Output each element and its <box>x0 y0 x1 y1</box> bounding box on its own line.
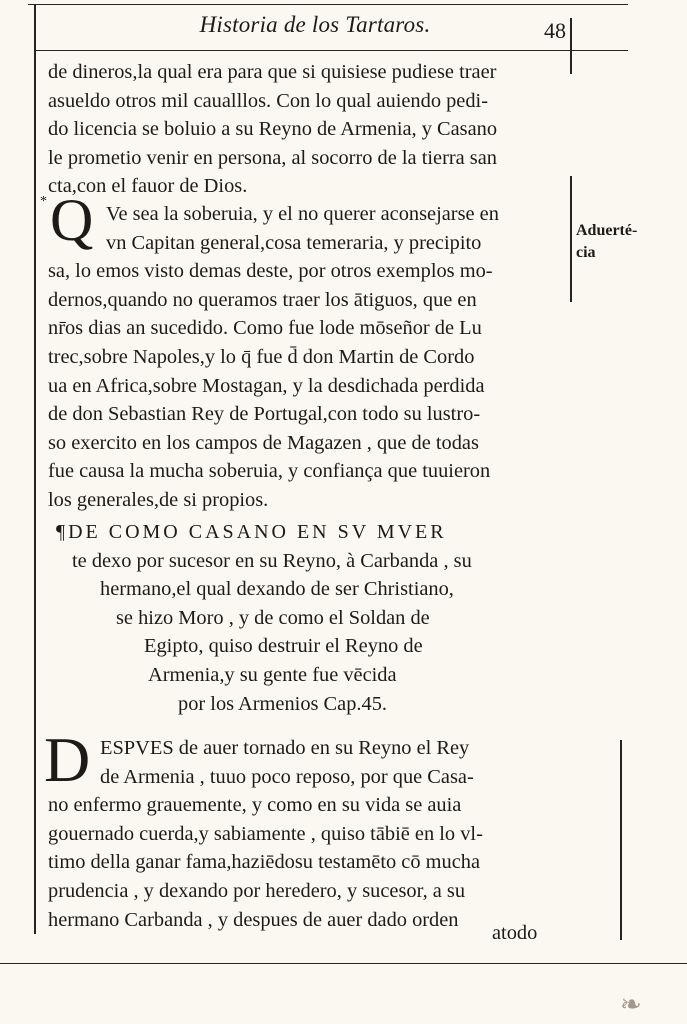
chapter-heading-line: te dexo por sucesor en su Reyno, à Carbanda , su <box>72 549 472 572</box>
text-line: gouernado cuerda,y sabiamente , quiso tābiē en lo vl- <box>48 822 483 845</box>
chapter-heading-line: se hizo Moro , y de como el Soldan de <box>116 606 430 629</box>
margin-note <box>576 220 656 264</box>
left-frame-line <box>34 4 36 934</box>
bottom-rule <box>0 963 687 964</box>
text-line: fue causa la mucha soberuia, y confiança que tuuieron <box>48 460 491 483</box>
running-title: Historia de los Tartaros. <box>199 12 431 37</box>
paragraph-2 <box>48 200 568 515</box>
chapter-heading-line: hermano,el qual dexando de ser Christiano, <box>100 578 454 601</box>
ink-smudge: ❧ <box>620 990 642 1019</box>
paragraph-1 <box>48 58 568 201</box>
page-number: 48 <box>544 18 566 43</box>
chapter-heading-line: Egipto, quiso destruir el Reyno de <box>144 635 423 658</box>
catchword: atodo <box>492 922 538 944</box>
text-line: le prometio venir en persona, al socorro de la tierra san <box>48 146 497 169</box>
drop-cap-q: Q <box>50 187 94 253</box>
text-line: so exercito en los campos de Magazen , que de todas <box>48 431 479 454</box>
drop-cap-d: D <box>44 724 91 795</box>
top-rule <box>28 4 628 5</box>
text-line: vn Capitan general,cosa temeraria, y precipito <box>106 231 482 254</box>
text-line: ua en Africa,sobre Mostagan, y la desdichada perdida <box>48 374 485 397</box>
text-line: Ve sea la soberuia, y el no querer aconsejarse en <box>106 203 499 225</box>
margin-note-line: cia <box>576 244 596 261</box>
text-line: do licencia se boluio a su Reyno de Armenia, y Casano <box>48 118 498 141</box>
text-line: trec,sobre Napoles,y lo q̄ fue d̄ don Martin de Cordo <box>48 345 475 368</box>
chapter-heading-line: ¶DE COMO CASANO EN SV MVER <box>56 521 447 543</box>
text-line: nr̄os dias an sucedido. Como fue lode mōseñor de Lu <box>48 317 482 340</box>
text-line: sa, lo emos visto demas deste, por otros exemplos mo- <box>48 260 493 283</box>
text-line: de don Sebastian Rey de Portugal,con todo su lustro- <box>48 403 481 426</box>
right-frame-line-2 <box>570 176 572 302</box>
text-line: de dineros,la qual era para que si quisiese pudiese traer <box>48 61 497 83</box>
text-line: dernos,quando no queramos traer los ātiguos, que en <box>48 288 477 311</box>
chapter-heading <box>48 518 568 718</box>
text-line: ESPVES de auer tornado en su Reyno el Rey <box>100 737 470 759</box>
chapter-heading-line: por los Armenios Cap.45. <box>178 692 387 715</box>
right-frame-line-3 <box>620 740 622 940</box>
asterisk-mark: * <box>40 194 47 209</box>
text-line: timo della ganar fama,haziēdosu testamēto cō mucha <box>48 851 480 874</box>
chapter-heading-line: Armenia,y su gente fue vēcida <box>148 663 397 686</box>
margin-note-line: Aduerté- <box>576 222 638 239</box>
paragraph-3 <box>48 734 568 934</box>
text-line: los generales,de si propios. <box>48 488 269 511</box>
text-line: hermano Carbanda , y despues de auer dado orden <box>48 908 459 931</box>
right-frame-line <box>570 18 572 74</box>
text-line: no enfermo grauemente, y como en su vida se auia <box>48 794 462 817</box>
text-line: prudencia , y dexando por heredero, y sucesor, a su <box>48 879 466 902</box>
text-line: asueldo otros mil caualllos. Con lo qual auiendo pedi- <box>48 89 489 112</box>
text-line: de Armenia , tuuo poco reposo, por que Casa- <box>100 765 474 788</box>
header-rule <box>34 50 628 51</box>
text-line: cta,con el fauor de Dios. <box>48 175 248 198</box>
